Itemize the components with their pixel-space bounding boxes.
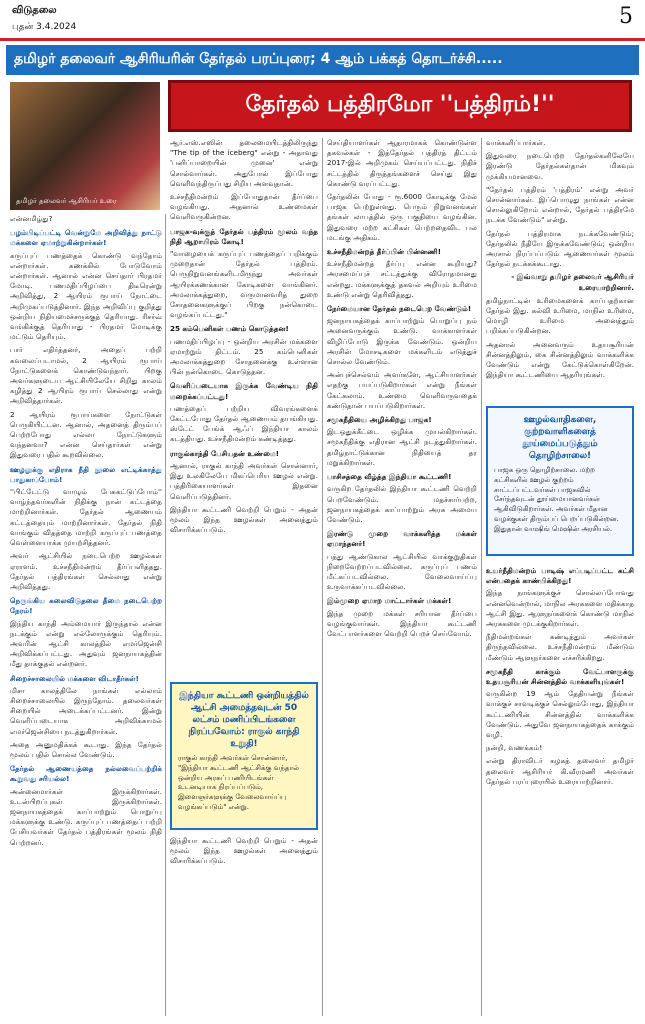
paragraph: ஆர்.எஸ்.எஸின் தலைமையிடத்திலிருந்து "The tip of the iceberg" என்று - அதாவது 'பனிப்பாறையின் முனை' என்று சொல்வார்கள். அதுபோல் இப்போது வெளிவந்திருப்பது சிறிய அளவுதான். [170, 138, 318, 188]
paragraph: இந்தியா கூட்டணி வெற்றி பெறும் - அதன் மூலம் இந்த ஊழல்கள் அனைத்தும் விசாரிக்கப்படும். [170, 504, 318, 535]
paragraph: செய்தியாளர்கள் ஆதாரமாகக் கொண்டுள்ள தகவல்கள் - இத்தேர்தல் பத்திரத் திட்டம் 2017-இல் அறிமுகம் செய்யப்பட்டது. நிதிச் சட்டத்தில் திருத்தங்களைச் செய்து இது கொண்டு வரப்பட்டது. [327, 138, 477, 188]
subheading: இரண்டு முறை வாக்களித்த மக்கள் ஏமாந்தனர்! [327, 529, 477, 549]
subheading: பாஜக-வுக்குத் தேர்தல் பத்திரம் மூலம் வந்த நிதி ஆறாயிரம் கோடி! [170, 226, 318, 246]
paragraph: அதை அனுமதிக்கக் கூடாது. இந்த தேர்தல் மூலம் பதில் சொல்ல வேண்டும். [10, 739, 162, 759]
box-title: ஊழல்வாதிகளை, குற்றவாளிகளைத் தூய்மைப்படுத்தும் தொழிற்சாலை! [522, 415, 598, 461]
paragraph: ''பிட்டேட்டு வாழும் பேசுகட்டுப்போம்'' வாழ்ந்தவர்களின் நிதிக்கு நான் கட்டத்தை மாற்றினார்கள். தேர்தல் ஆணையம் கட்டத்தையும் மாற்றினார்கள். தேர்தல் நிதி வாங்கும் விதத்தை மாற்றி கருப்புப் பணத்தை வெள்ளையாக்க முயற்சித்தனர். [10, 487, 162, 548]
subheading: பழம்பிடிப்பட்டி வென்றுமே அறிவித்து நாட்டு மக்களை ஏமாற்றுகின்றார்கள்! [10, 228, 162, 248]
subheading: தேர்தல் ஆணையத்தை நல்லவைப்பற்றிக் கூறுவது சரியல்ல! [10, 764, 162, 784]
paragraph: 2 ஆயிரம் ரூபாய்களை நோட்டுகள் பெருகியிட்டன. ஆனால், அதனைத் திரும்பப் பெற்றபோது எல்லா நோட்டுகளும் வந்தனவா? என்ன செய்தார்கள் என்று இதுவரை பதில் கூறவில்லை. [10, 409, 162, 460]
subheading: உச்சநீதிமன்றத் தீர்ப்பின் பின்னணி! [327, 247, 442, 257]
column-divider [165, 214, 166, 1016]
paragraph: அன்புச்செல்வம் அவர்களே, ஆட்சியாளர்கள் எதற்கு பயப்படுகிறார்கள் என்று நீங்கள் கேட்கலாம். உண்மை வெளிவருவதைக் கண்டுதான் பயப்படுகிறார்கள். [327, 370, 477, 410]
paragraph: என்று திராவிடர் கழகத் தலைவர் தமிழர் தலைவர் ஆசிரியர் கி.வீரமணி அவர்கள் தேர்தல் பரப்புரையில் உரையாற்றினார். [486, 756, 634, 786]
paragraph: மிசா காலத்திலே நாங்கள் எல்லாம் சிறைச்சாலையில் இருந்தோம். தலைவர்கள் சிறையில் அடைக்கப்பட்டனர். இன்று வெளிப்படையாக அறிவிக்காமல் எமர்ஜென்சியை நடத்துகிறார்கள். [10, 685, 162, 736]
paragraph: இடஒதுக்கீட்டை ஒழிக்க முயல்கிறார்கள். சமூகநீதிக்கு எதிரான ஆட்சி நடத்துகிறார்கள். தமிழ்நாட்டுக்கான நிதியைத் தர மறுக்கிறார்கள். [327, 427, 477, 467]
headline-title: தேர்தல் பத்திரமோ ''பத்திரம்!'' [245, 92, 555, 117]
paragraph: நீதிமன்றங்கள் கண்டித்தும் அவர்கள் திருந்தவில்லை. உச்சநீதிமன்றம் மீண்டும் மீண்டும் ஆளுநர்களை எச்சரிக்கிறது. [486, 632, 634, 662]
paragraph: பத்து ஆண்டுகால ஆட்சியில் வாக்குறுதிகள் நிறைவேற்றப்படவில்லை. கருப்புப் பணம் மீட்கப்படவில்லை. வேலைவாய்ப்பு உருவாக்கப்படவில்லை. [327, 551, 477, 592]
section-banner [6, 45, 639, 75]
paragraph: வருகிற தேர்தலில் இந்தியா கூட்டணி வெற்றி பெறவேண்டும். மதச்சார்பற்ற, ஜனநாயகத்தைக் காப்பாற்றும் அரசு அமைய வேண்டும். [327, 484, 477, 524]
article-column-2-bottom [170, 836, 318, 1016]
article-column-4-bottom [486, 562, 634, 1016]
paragraph: பணமதிப்பிழப்பு - ஒன்றிய அரசின் மக்களை ஏமாற்றும் திட்டம். 25 கம்பெனிகள் அமலாக்கத்துறை சோதனைக்கு உள்ளான பின் நன்கொடை கொடுத்தன. [170, 336, 318, 377]
subheading: நேர்மையான தேர்தல் நடைபெற வேண்டும்! [327, 304, 472, 314]
paragraph: "வாழையைக் கருப்புப் பணத்தைப் பறிக்கும் முறைதான் தேர்தல் பத்திரம். பெருநிறுவனங்களிடமிருந்து அவர்கள் ஆயிரக்கணக்கான கோடிகளை வாங்கினர். அமலாக்கத்துறை, வருமானவரித் துறை சோதனைகளுக்குப் பிறகு நன்கொடை வழங்கப்பட்டது." [170, 249, 318, 320]
subheading: நெருங்கிய கலைவிடுதலை தீமை நடைபெற்ற நேரம்! [10, 596, 162, 616]
paragraph: உச்சநீதிமன்றத் தீர்ப்பு என்ன கூறியது? அரசமைப்புச் சட்டத்துக்கு விரோதமானது என்றது. மக்களுக்குத் தகவல் அறியும் உரிமை உண்டு என்று தெரிவித்தது. [327, 259, 477, 299]
subheading: 25 கம்பெனிகள் பணம் கொடுத்தன! [170, 324, 289, 334]
paragraph: "தேர்தல் பத்திரம் 'பத்திரம்' என்று அவர் சொன்னார்கள். இப்பொழுது நாங்கள் என்ன சொல்லுகிறோம் என்றால், தேர்தல் பத்திரமே நடக்க வேண்டும்" என்று. [486, 184, 634, 225]
issue-date: புதன் 3.4.2024 [12, 22, 77, 32]
subheading: ராகுல்காந்தி பேசியதன் உண்மை! [170, 448, 280, 458]
paragraph: வருகின்ற 19 ஆம் தேதியன்று நீங்கள் வாக்குச் சாவடிக்குச் செல்லும்போது, இந்தியா கூட்டணியின் சின்னத்தில் வாக்களிக்க வேண்டும். அதுவே ஜனநாயகத்தைக் காக்கும் வழி. [486, 689, 634, 740]
paragraph: இந்திய காந்தி அம்மையார் இருந்தால் என்ன நடக்கும் என்று எல்லோருக்கும் தெரியும். அவரின் ஆட்சி காலத்தில் எமர்ஜென்சி அறிவிக்கப்பட்டது. அதுவும் ஜனநாயகத்தின் மீது தாக்குதல் என்றனர். [10, 618, 162, 669]
article-column-3 [327, 138, 477, 1016]
paragraph: இந்த நாங்களுக்குச் சொல்லப்போவது என்னவென்றால், மாநில அரசுகளை மதிக்காத ஆட்சி இது. ஆளுநர்களைக் கொண்டு மாநில அரசுகளை முடக்குகிறார்கள். [486, 588, 634, 629]
paragraph: தேர்தல் பத்திரமாக நடக்கவேண்டும்; தேர்தலில் நீதியே இருக்கவேண்டும்; ஒன்றிய அரசால் நிரப்பப்படும் ஆணையர்கள் மூலம் தேர்தல் நடக்கக்கூடாது. [486, 228, 634, 269]
india-alliance-box [170, 682, 318, 830]
paragraph: ஆனால், ராகுல் காந்தி அவர்கள் சொன்னார், இது உலகிலேயே மிகப்பெரிய ஊழல் என்று. பத்திரிகையாளர்கள் இதனை வெளிப்படுத்தினர். [170, 460, 318, 501]
headline-box [168, 80, 632, 132]
subheading: ஊழலுக்கு எதிராக நீதி நூலை எட்டிக்காத்து பாதுகாப்போம்! [10, 464, 162, 484]
paragraph: கருப்புப் பணத்தைக் கொண்டு வந்தோம் என்றார்கள். கணக்கில் போடுவோம் என்றார்கள். ஆனால் என்ன செய்தார் பிரதமர் மோடி. பணமதிப்பிழப்பை திடீரென்று அறிவித்து, 2 ஆயிரம் ரூபாய் நோட்டை அறிமுகப்படுத்தினார். இந்த அறிவிப்பு குறித்து ஒன்றிய நிதியமைச்சருக்குத் தெரியாது. ரிசர்வ் வங்கிக்குத் தெரியாது - பிரதமர் மோடிக்கு மட்டும் தெரியும். [10, 250, 162, 342]
header-divider [0, 38, 645, 41]
paragraph: அன்னைமார்கள் இருக்கிறார்கள். உடன்பிறப்புகள் இருக்கிறார்கள். ஜனநாயகத்தைக் காப்பாற்றும் பொறுப்பு மக்களுக்கு உண்டு. கருப்புப் பணத்தைப் பற்றி பேசியவர்கள் தேர்தல் பத்திரங்கள் மூலம் நிதி பெற்றனர். [10, 786, 162, 847]
paragraph: உச்சநீதிமன்றம் இப்போதுதான் தீர்ப்பை வழங்கியது. அதனால் உண்மைகள் வெளிவருகின்றன. [170, 192, 318, 222]
corruption-box [486, 406, 634, 556]
paragraph: நன்றி, வணக்கம்! [486, 743, 543, 753]
paragraph: தேர்தலின் போது - ரூ.6000 கோடிக்கு மேல் பாஜக பெற்றுள்ளது. பெரும் நிறுவனங்கள் தங்கள் லாபத்தில் ஒரு பகுதியை வழங்கின. இதுவரை மற்ற கட்சிகள் பெற்றதைவிட பல மடங்கு அதிகம். [327, 192, 477, 242]
column-divider [322, 138, 323, 1016]
paragraph: இந்தியா கூட்டணி வெற்றி பெறும் - அதன் மூலம் இந்த ஊழல்கள் அனைத்தும் விசாரிக்கப்படும். [170, 836, 318, 866]
article-column-4 [486, 138, 634, 400]
page-number: 5 [619, 4, 633, 29]
paragraph: தமிழ்நாட்டின் உரிமைகளைக் காப்பதற்கான தேர்தல் இது. கல்வி உரிமை, மாநில உரிமை, மொழி உரிமை அனைத்தும் பறிக்கப்படுகின்றன. [486, 295, 634, 336]
signature-line: - இவ்வாறு தமிழர் தலைவர் ஆசிரியர் உரையாற்றினார். [511, 272, 634, 292]
article-column-2 [170, 138, 318, 676]
subheading: இம்முறை ஏமாற மாட்டார்கள் மக்கள்! [327, 596, 452, 606]
paragraph: பணத்தைப் பற்றிய விவரங்களைக் கேட்டபோது தேர்தல் ஆணையம் தயங்கியது. ஸ்டேட் பேங்க் ஆஃப் இந்தியா காலம் கடத்தியது. உச்சநீதிமன்றம் கண்டித்தது. [170, 403, 318, 444]
speaker-photo [10, 82, 160, 210]
paragraph: இதுவரை நடைபெற்ற தேர்தல்களிலேயே இரண்டு தேர்தல்கள்தான் மிகவும் முக்கியமானவை. [486, 151, 634, 181]
page-header [0, 0, 645, 38]
paragraph: பார் எதிர்த்தனர், அதைப் பற்றி கவலைப்படாமல், 2 ஆயிரம் ரூபாய் நோட்டுகளைக் கொண்டுவந்தார். பிறகு அவர்களுடைய ஆட்சியிலேயே சிறிது காலம் கழித்து 2 ஆயிரம் ரூபாய் செல்லாது என்று அறிவித்தார்கள். [10, 345, 162, 406]
paragraph: அதனால் அனைவரும் உதயசூரியன் சின்னத்திலும், கை சின்னத்திலும் வாக்களிக்க வேண்டும் என்று கேட்டுக்கொள்கிறேன். இந்தியா கூட்டணியை ஆதரியுங்கள். [486, 339, 634, 380]
photo-caption: தமிழர் தலைவர் ஆசிரியர் உரை [16, 197, 117, 205]
article-column-1 [10, 214, 162, 1016]
column-divider [481, 138, 482, 1016]
paragraph: இந்த முறை மக்கள் சரியான தீர்ப்பை வழங்குவார்கள். இந்தியா கூட்டணி வேட்பாளர்களை வெற்றி பெறச் செய்வோம். [327, 608, 477, 638]
subheading: சிறைச்சாலையில் மக்களை விடாதீர்கள்! [10, 673, 139, 683]
box-title: இந்தியா கூட்டணி ஒன்றியத்தில் ஆட்சி அமைத்தவுடன் 50 லட்சம் மணிப்பிடங்களை நிரப்பவோம்: ராகுல் காந்தி உறுதி! [179, 691, 309, 749]
paragraph: வாக்களிப்பார்கள். [486, 138, 546, 147]
paragraph: ஜனநாயகத்தைக் காப்பாற்றும் பொறுப்பு நம் அனைவருக்கும் உண்டு. வாக்காளர்கள் விழிப்போடு இருக்க வேண்டும். ஒன்றிய அரசின் மோசடிகளை மக்களிடம் எடுத்துச் சொல்ல வேண்டும். [327, 316, 477, 367]
subheading: பாசிசத்தை வீழ்த்த இந்தியா கூட்டணி! [327, 472, 452, 482]
paragraph: அவர் ஆட்சியில் நடைபெற்ற ஊழல்கள் ஏராளம். உச்சநீதிமன்றம் தீர்ப்பளித்தது. தேர்தல் பத்திரங்கள் செல்லாது என்று அறிவித்தது. [10, 551, 162, 591]
banner-title: தமிழர் தலைவர் ஆசிரியரின் தேர்தல் பரப்புரை; 4 ஆம் பக்கத் தொடர்ச்சி..... [14, 51, 503, 67]
box-text: ராகுல் காந்தி அவர்கள் சொன்னார், "இந்தியா கூட்டணி ஆட்சிக்கு வந்தால் ஒன்றிய அரசுப் பணியிடங்கள் உடனடியாக நிரப்பப்படும், இளைஞர்களுக்கு வேலைவாய்ப்பு வழங்கப்படும்" என்று. [178, 754, 299, 811]
subheading: வெளிப்படையாக இருக்க வேண்டிய நிதி மறைக்கப்பட்டது! [170, 381, 318, 401]
subheading: சமூகநீதியை அழிக்கிறது பாஜக! [327, 415, 432, 425]
publication-name: விடுதலை [12, 5, 57, 16]
subheading: சமூகநீதி காக்கும் வேட்பாளருக்கு உதயசூரியன் சின்னத்தில் வாக்களியுங்கள்! [486, 666, 634, 687]
paragraph: என்னமிழ்து? [10, 214, 53, 223]
box-text: பாஜக ஒரு தொழிற்சாலை. மற்ற கட்சிகளில் ஊழல் குற்றம் சாட்டப்பட்டவர்கள் பாஜகவில் சேர்ந்தவுடன் தூய்மையானவர்கள் ஆகிவிடுகிறார்கள். அவர்கள் மீதான வழக்குகள் திரும்பப் பெறப்படுகின்றன. இதுதான் வாஷிங் மெஷின் அரசியல். [494, 466, 619, 533]
subheading: உயர்நீதிமன்றம் பாடிஷ் எப்படிப்பட்ட கட்சி என்பதைக் காண்பிக்கிறது! [486, 566, 634, 586]
